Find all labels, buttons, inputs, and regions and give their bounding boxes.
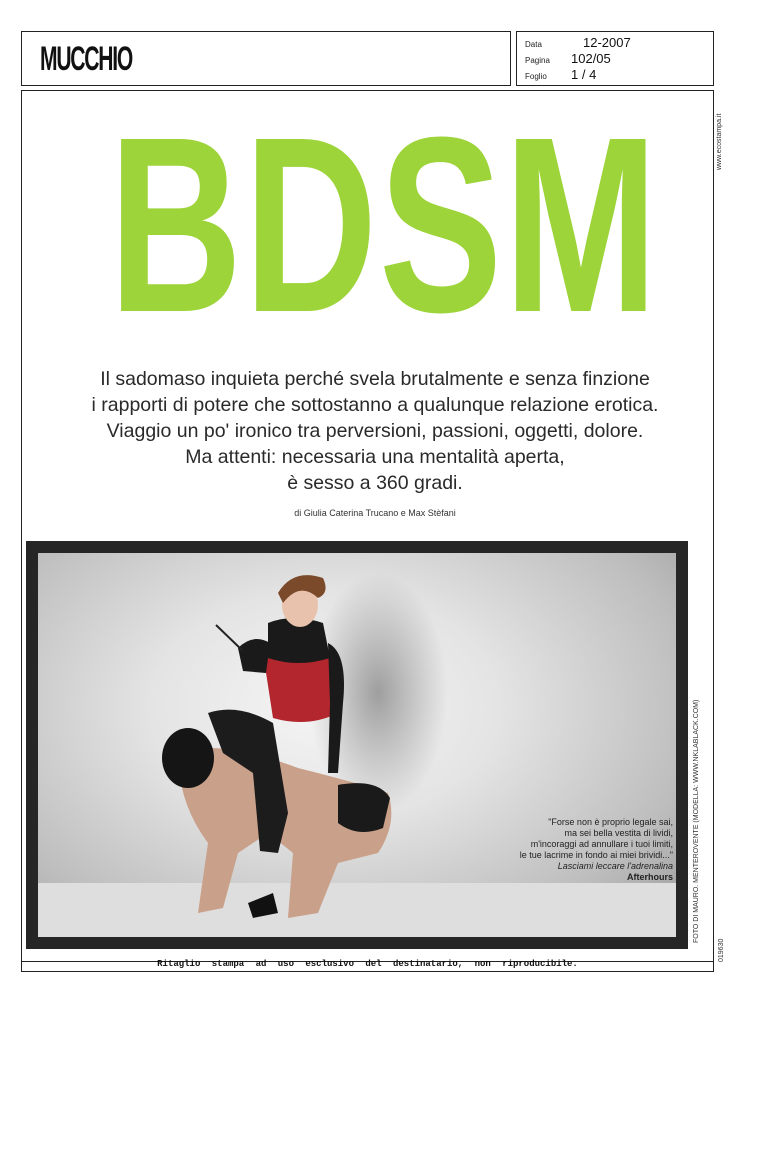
quote-line: m'incoraggi ad annullare i tuoi limiti, [530,839,673,849]
clipping-code [718,938,728,1002]
meta-value: 102/05 [571,51,611,66]
deck-line: i rapporti di potere che sottostanno a qualunque relazione erotica. [91,394,659,416]
quote-line: "Forse non è proprio legale sai, [548,817,673,827]
photo-quote [498,817,673,883]
meta-row-date [525,35,631,51]
quote-source: Lasciami leccare l'adrenalina [557,861,673,871]
meta-label: Pagina [525,56,550,65]
meta-label: Foglio [525,72,547,81]
meta-row-sheet [525,67,596,83]
footer-strip [21,960,714,972]
photo [38,553,676,937]
photo-credit [692,699,702,1163]
deck-line: Viaggio un po' ironico tra perversioni, passioni, oggetti, dolore. [106,420,644,442]
side-url-text: www.ecostampa.it [716,113,723,170]
meta-value: 12-2007 [583,35,631,50]
article-title-text: BDSM [108,85,660,364]
article-deck [30,366,720,496]
masthead-box [21,31,511,86]
photo-frame [26,541,688,949]
deck-line: Ma attenti: necessaria una mentalità aperta, [185,446,565,468]
footer-notice: Ritaglio stampa ad uso esclusivo del destinatario, non riproducibile. [157,959,578,969]
clipping-code-text: 019630 [718,938,725,962]
photo-credit-text: FOTO DI MAURO. MENTEROVENTE (MODELLA: WWW.NKLABLACK.COM) [693,699,700,943]
deck-line: è sesso a 360 gradi. [287,472,463,494]
byline: di Giulia Caterina Trucano e Max Stèfani [294,508,456,518]
masthead-logo: MUCCHIO [40,40,133,78]
clipping-meta-box [516,31,714,86]
quote-author: Afterhours [626,872,673,882]
meta-row-page [525,51,611,67]
article-title [0,85,768,364]
meta-label: Data [525,40,542,49]
deck-line: Il sadomaso inquieta perché svela brutalmente e senza finzione [100,368,650,390]
quote-line: ma sei bella vestita di lividi, [564,828,673,838]
meta-value: 1 / 4 [571,67,597,82]
quote-line: le tue lacrime in fondo ai miei brividi..." [519,850,673,860]
